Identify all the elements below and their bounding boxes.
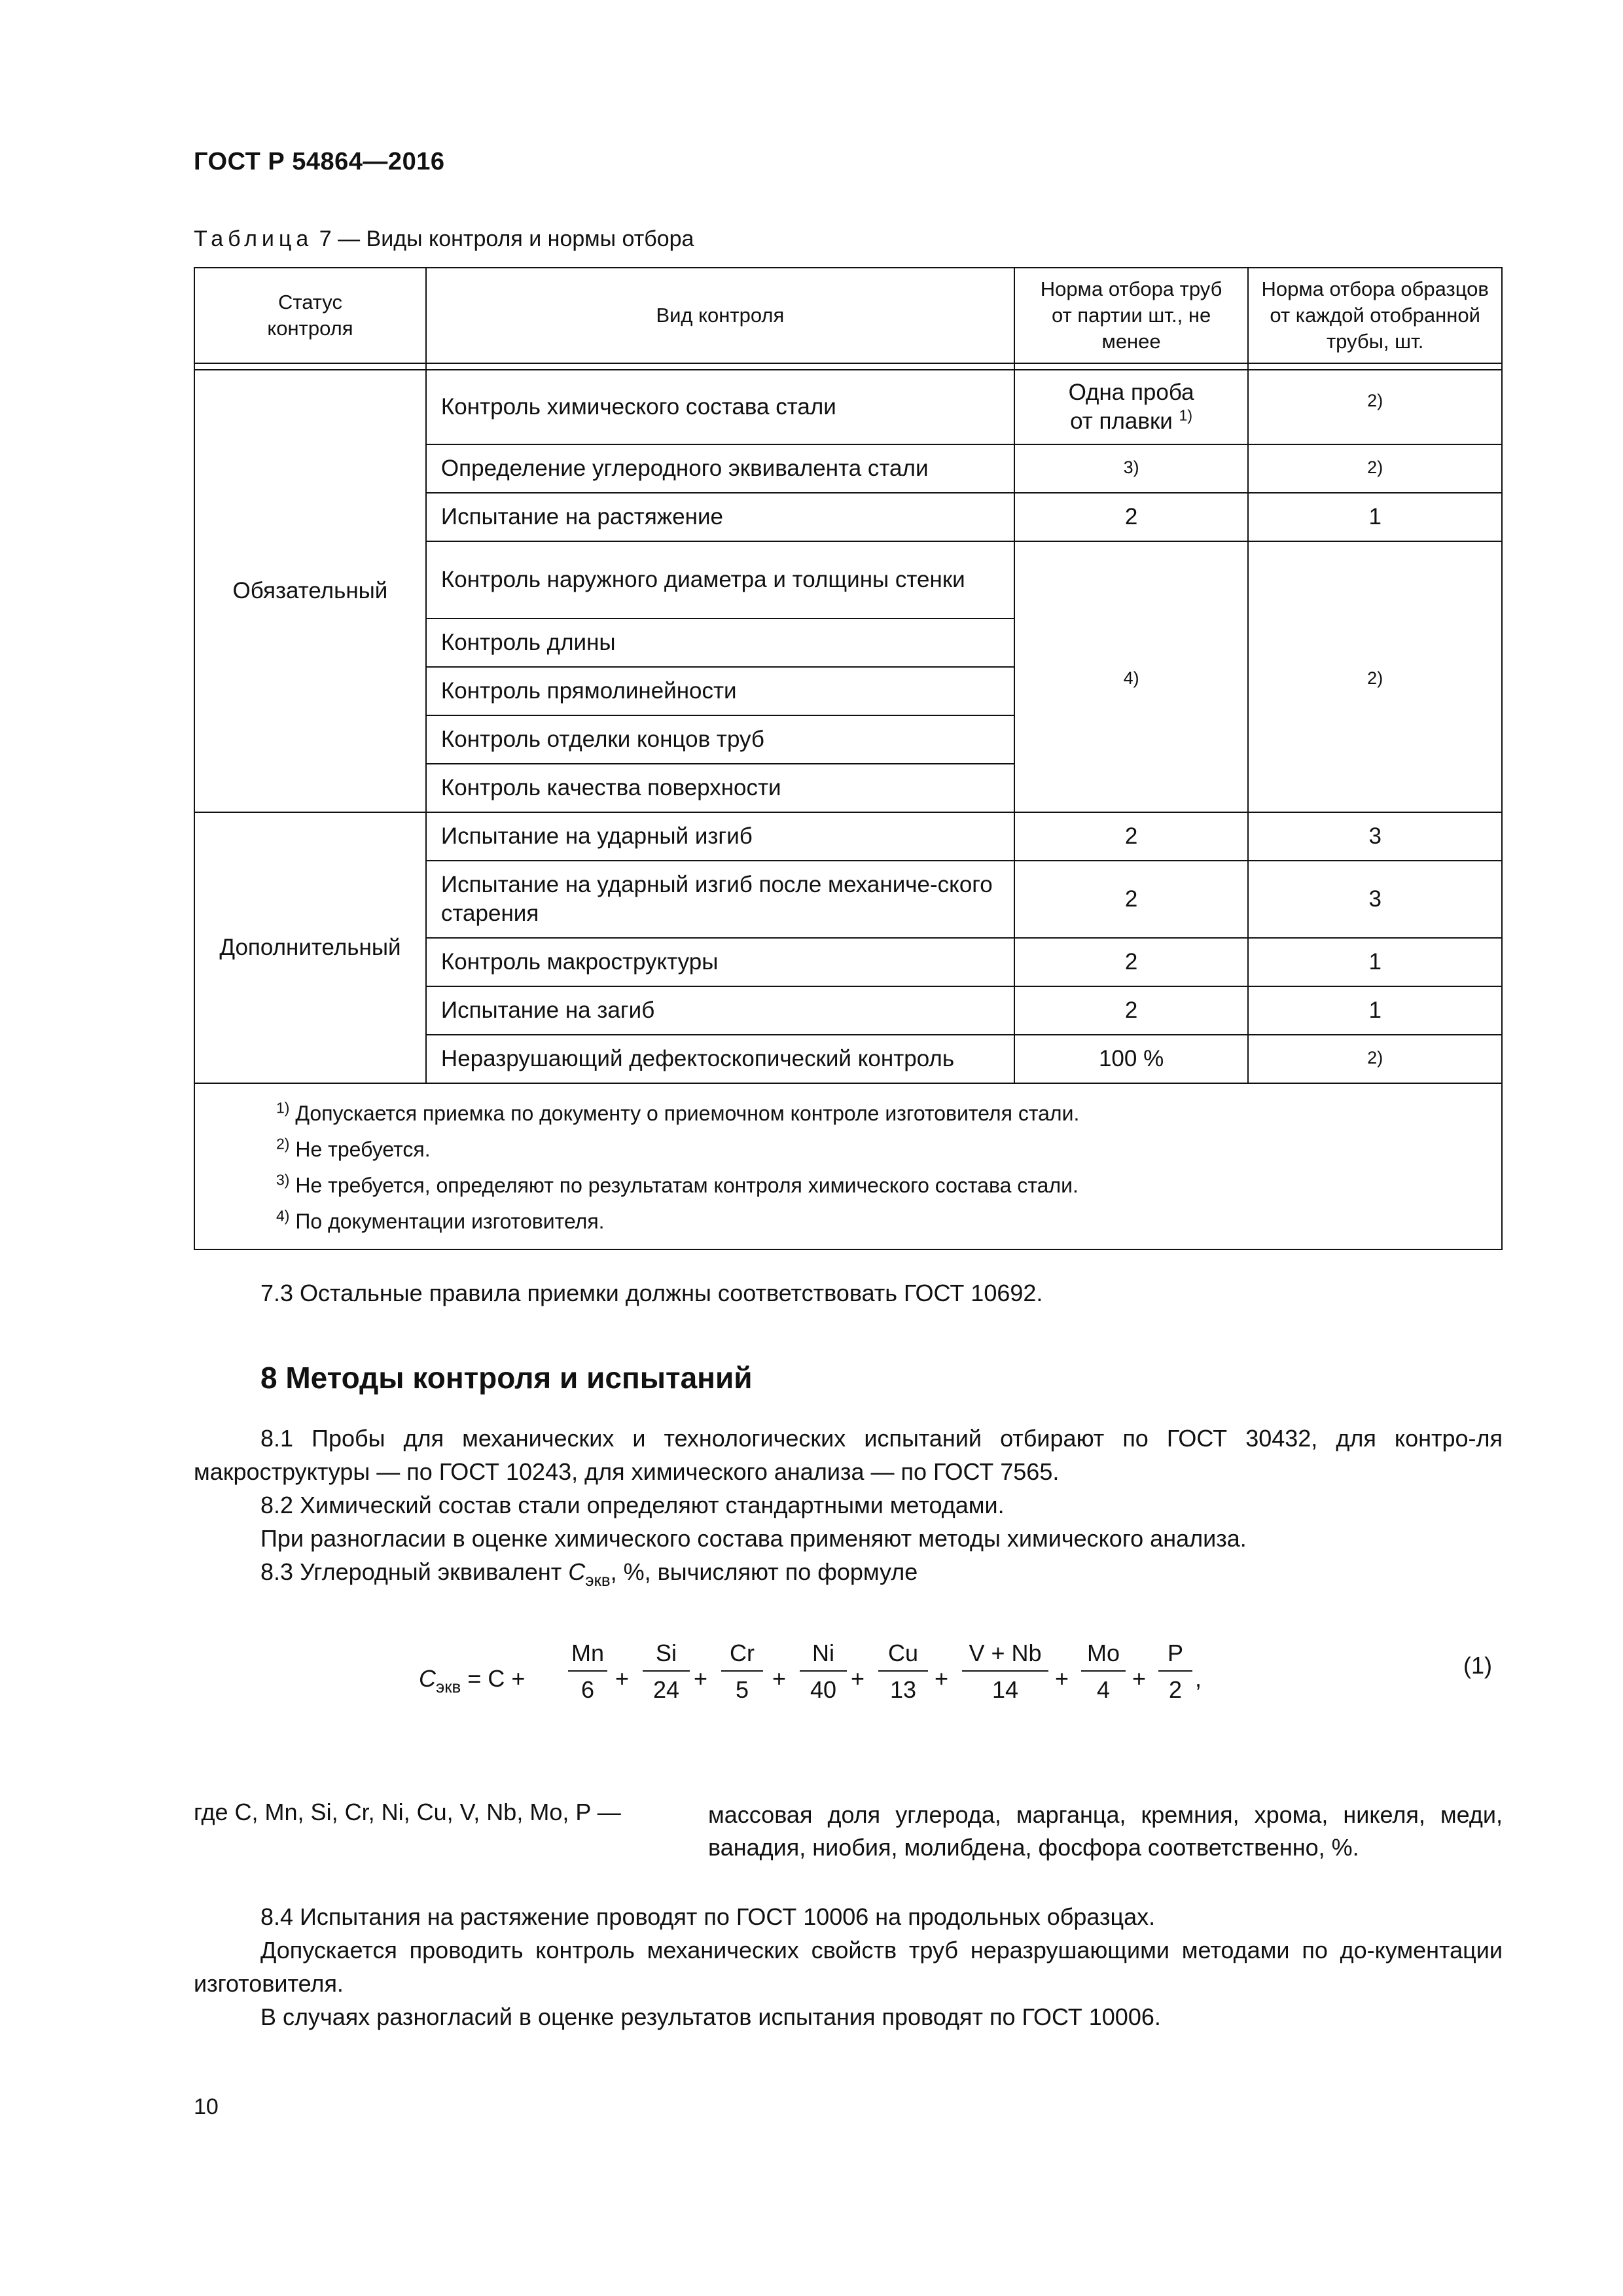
denominator: 6 [580,1676,595,1703]
numerator: P [1167,1640,1183,1666]
pipes-norm-cell: 2 [1014,812,1249,861]
kind-cell: Контроль отделки концов труб [426,715,1014,764]
paragraph-8-3 [260,1555,918,1598]
footnote-ref: 3) [1123,457,1139,477]
table-caption-prefix: Таблица [194,226,313,251]
kind-cell: Контроль наружного диаметра и толщины стенки [426,541,1014,619]
numerator: Mo [1086,1640,1120,1666]
header-samples-norm: Норма отбора образцов от каждой отобранной трубы, шт. [1248,268,1502,363]
status-mandatory: Обязательный [194,370,426,812]
fraction-ni [800,1636,847,1706]
footnote-mark: 3) [276,1171,290,1189]
where-label: где C, Mn, Si, Cr, Ni, Cu, V, Nb, Mo, P — [194,1799,621,1825]
plus-sign: + [935,1665,949,1692]
pipes-norm-merged-cell [1014,541,1249,812]
footnote [276,1204,1501,1240]
denominator: 5 [735,1676,749,1703]
formula-lhs-rest: = C + [461,1665,526,1692]
paragraph-8-1: 8.1 Пробы для механических и технологических испытаний отбирают по ГОСТ 30432, для контро-ля макроструктуры — по ГОСТ 10243, для химического анализа — по ГОСТ 7565. [194,1425,1503,1485]
section-8-title: 8 Методы контроля и испытаний [260,1361,753,1395]
paragraph-8-4: 8.4 Испытания на растяжение проводят по ГОСТ 10006 на продольных образцах. [260,1903,1156,1930]
footnote-mark: 4) [276,1207,290,1225]
header-pipes-norm: Норма отбора труб от партии шт., не менее [1014,268,1249,363]
denominator: 2 [1168,1676,1183,1703]
footnote-text: Не требуется, определяют по результатам контроля химического состава стали. [295,1174,1079,1198]
paragraph-7-3: 7.3 Остальные правила приемки должны соответствовать ГОСТ 10692. [260,1280,1043,1306]
numerator: Mn [571,1640,604,1666]
footnote-ref: 2) [1367,668,1383,689]
fraction-si [643,1636,690,1706]
kind-cell: Испытание на загиб [426,986,1014,1035]
kind-cell: Контроль качества поверхности [426,764,1014,812]
kind-cell: Определение углеродного эквивалента стали [426,444,1014,493]
samples-norm-cell: 1 [1248,493,1502,541]
status-additional: Дополнительный [194,812,426,1083]
carbon-equivalent-symbol: C [568,1558,586,1585]
plus-sign: + [1055,1665,1069,1692]
pipes-norm-cell: 2 [1014,493,1249,541]
table-row [194,812,1502,861]
page-number: 10 [194,2094,219,2119]
paragraph-8-4-continued: Допускается проводить контроль механических свойств труб неразрушающими методами по до-кументации изготовителя. [194,1937,1503,1997]
plus-sign: + [694,1665,708,1692]
kind-cell: Испытание на ударный изгиб [426,812,1014,861]
pipes-norm-line1: Одна проба [1068,380,1194,406]
fraction-v-nb [962,1636,1048,1706]
formula-comma: , [1195,1665,1202,1692]
footnote-ref: 2) [1367,1048,1383,1067]
table-caption-title: 7 — Виды контроля и нормы отбора [313,226,694,251]
fraction-cu [878,1636,928,1706]
samples-norm-cell [1248,370,1502,444]
footnote-mark: 2) [276,1135,290,1153]
footnote-text: По документации изготовителя. [295,1210,605,1234]
kind-cell: Неразрушающий дефектоскопический контроль [426,1035,1014,1083]
kind-cell: Контроль макроструктуры [426,938,1014,986]
fraction-mn [568,1636,607,1706]
plus-sign: + [851,1665,865,1692]
footnote [276,1132,1501,1168]
kind-cell: Контроль прямолинейности [426,667,1014,715]
footnote-mark: 1) [276,1099,290,1117]
footnote-ref: 2) [1367,457,1383,477]
samples-norm-merged-cell [1248,541,1502,812]
samples-norm-cell: 1 [1248,938,1502,986]
pipes-norm-cell [1014,370,1249,444]
samples-norm-cell: 3 [1248,812,1502,861]
denominator: 4 [1096,1676,1111,1703]
pipes-norm-cell: 100 % [1014,1035,1249,1083]
numerator: Cr [730,1640,755,1666]
header-status: Статус контроля [194,268,426,363]
fraction-cr [721,1636,763,1706]
paragraph-8-2-continued: При разногласии в оценке химического состава применяют методы химического анализа. [260,1525,1247,1552]
carbon-equivalent-subscript: экв [585,1571,611,1590]
pipes-norm-cell [1014,444,1249,493]
numerator: Cu [887,1640,919,1666]
p83-suffix: , %, вычисляют по формуле [610,1558,918,1585]
samples-norm-cell [1248,444,1502,493]
table-caption [194,226,694,252]
samples-norm-cell [1248,1035,1502,1083]
table-header-row [194,268,1502,363]
fraction-mo [1081,1636,1126,1706]
footnote-ref: 4) [1123,668,1139,689]
plus-sign: + [1132,1665,1147,1692]
kind-cell: Контроль химического состава стали [426,370,1014,444]
where-explanation: массовая доля углерода, марганца, кремния, хрома, никеля, меди, ванадия, ниобия, молибдена, фосфора соответственно, %. [708,1801,1503,1861]
plus-sign: + [772,1665,787,1692]
footnote [276,1096,1501,1132]
numerator: Si [655,1640,677,1666]
pipes-norm-line2: от плавки [1070,408,1173,434]
footnote-text: Не требуется. [295,1138,431,1162]
pipes-norm-cell: 2 [1014,938,1249,986]
pipes-norm-cell: 2 [1014,986,1249,1035]
header-separator [194,363,1502,370]
samples-norm-cell: 1 [1248,986,1502,1035]
denominator: 13 [889,1676,917,1703]
table-row [194,370,1502,444]
kind-cell: Испытание на растяжение [426,493,1014,541]
kind-cell: Контроль длины [426,619,1014,667]
numerator: Ni [812,1640,834,1666]
samples-norm-cell: 3 [1248,861,1502,938]
denominator: 14 [991,1676,1019,1703]
formula-number: (1) [1463,1652,1492,1679]
numerator: V + Nb [969,1640,1042,1666]
kind-cell: Испытание на ударный изгиб после механиче-ского старения [426,861,1014,938]
footnotes-row [194,1083,1502,1249]
formula-lhs-symbol: C [419,1665,436,1692]
fraction-p [1158,1636,1192,1706]
footnote-ref: 2) [1367,391,1383,410]
paragraph-8-2: 8.2 Химический состав стали определяют стандартными методами. [260,1492,1005,1518]
p83-prefix: 8.3 Углеродный эквивалент [260,1558,569,1585]
pipes-norm-cell: 2 [1014,861,1249,938]
formula-lhs-subscript: экв [436,1678,461,1697]
control-norms-table [194,267,1503,1250]
document-code-header: ГОСТ Р 54864—2016 [194,148,445,175]
footnote-text: Допускается приемка по документу о приемочном контроле изготовителя стали. [295,1102,1080,1125]
denominator: 24 [652,1676,680,1703]
footnote-ref: 1) [1179,406,1193,424]
denominator: 40 [810,1676,837,1703]
footnote [276,1168,1501,1204]
header-kind: Вид контроля [426,268,1014,363]
paragraph-8-4-final: В случаях разногласий в оценке результатов испытания проводят по ГОСТ 10006. [260,2003,1161,2030]
plus-sign: + [615,1665,630,1692]
table-footnotes [194,1083,1502,1249]
formula-lhs [419,1665,525,1697]
